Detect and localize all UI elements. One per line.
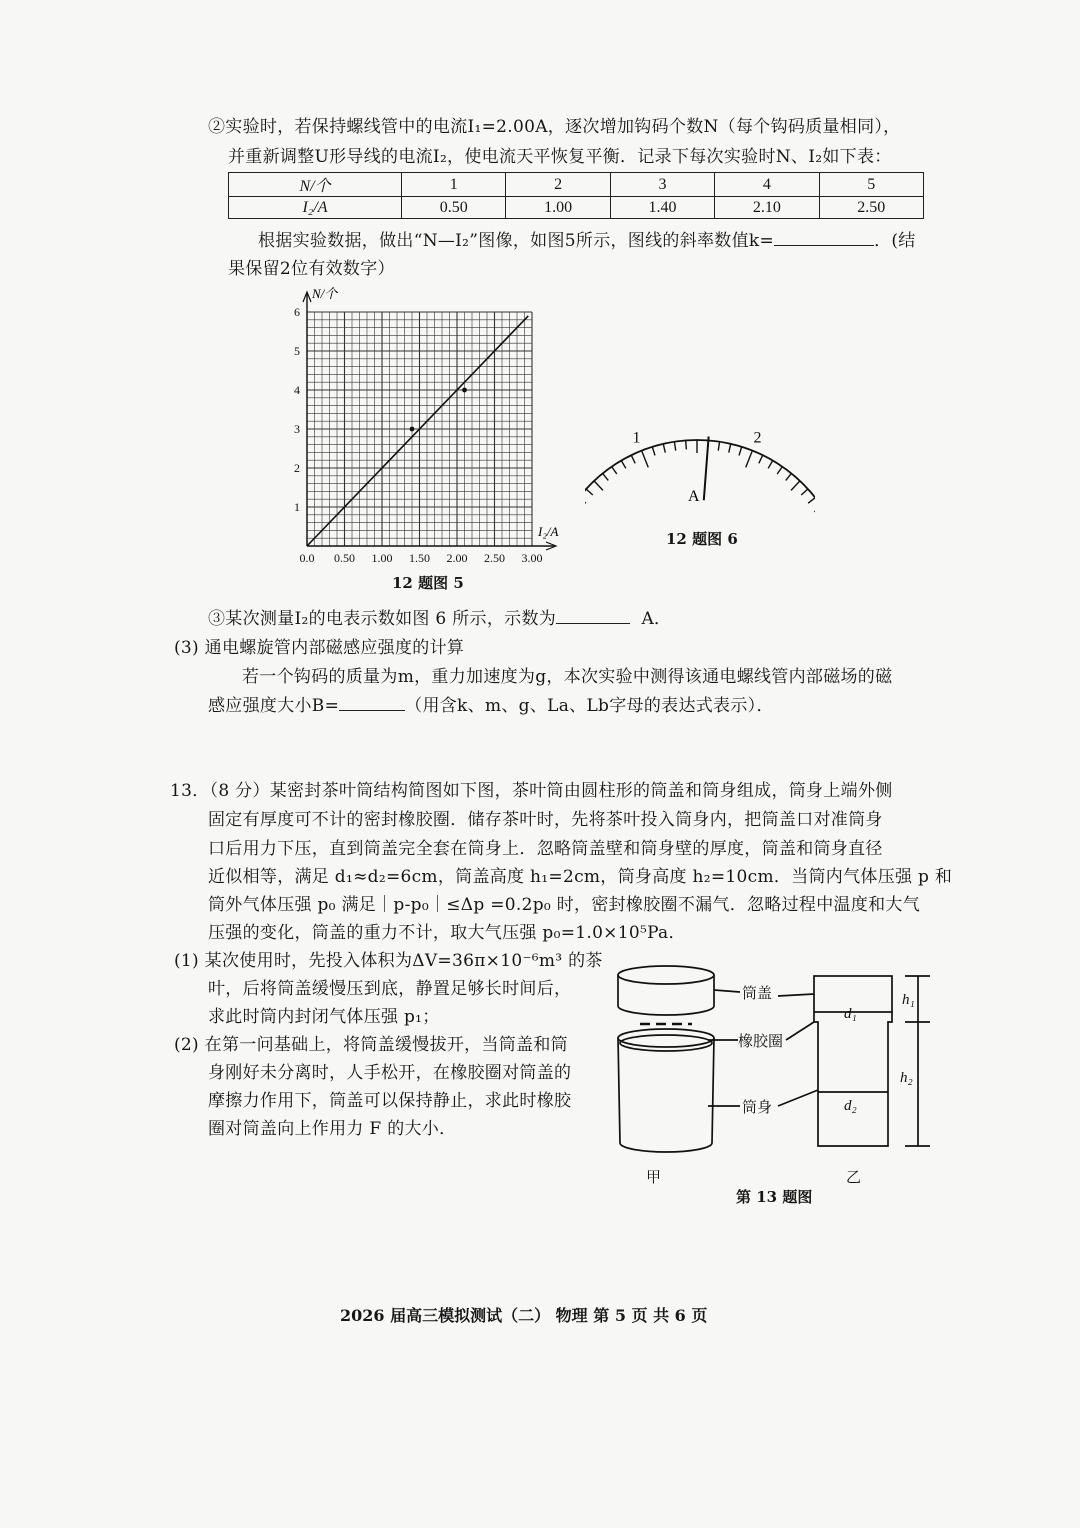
reading-answer-blank[interactable] (556, 609, 630, 624)
label-yi: 乙 (846, 1170, 862, 1186)
figure-6-ammeter (585, 400, 815, 520)
table-cell: 2.50 (819, 197, 923, 219)
table-cell: 3 (610, 173, 714, 197)
slope-text-tail: ．(结 (874, 231, 916, 251)
dial-scale-label: 2 (753, 429, 762, 447)
dial-tick (729, 444, 731, 453)
figure-5-caption: 12 题图 5 (392, 574, 464, 592)
chart-tick-labels (294, 305, 543, 565)
q13-line2: 固定有厚度可不计的密封橡胶圈．储存茶叶时，先将茶叶投入筒身内，把筒盖口对准筒身 (208, 810, 883, 830)
dial-tick (718, 442, 719, 451)
x-tick-label: 0.50 (334, 551, 355, 565)
table-cell: 1.40 (610, 197, 714, 219)
data-point (462, 388, 467, 393)
dial-arc (585, 440, 815, 520)
q13-sub2-line2: 身刚好未分离时，人手松开，在橡胶圈对筒盖的 (208, 1063, 572, 1083)
q12-step3 (208, 604, 671, 629)
y-tick-label: 5 (294, 344, 300, 358)
figure-13-caption: 第 13 题图 (736, 1188, 813, 1206)
data-table (228, 172, 924, 219)
q13-sub1-line1: (1) 某次使用时，先投入体积为ΔV=36π×10⁻⁶m³ 的茶 (174, 951, 603, 971)
dial-tick (603, 473, 609, 480)
dial-ticks (585, 440, 815, 520)
body-drawing (618, 1029, 714, 1152)
x-tick-label: 2.50 (484, 551, 505, 565)
q12-part3-line2 (208, 691, 774, 716)
x-tick-label: 0.0 (299, 551, 315, 565)
dial-tick (777, 467, 782, 474)
table-cell: 5 (819, 173, 923, 197)
y-tick-label: 3 (294, 422, 300, 436)
q13-line4: 近似相等，满足 d₁≈d₂=6cm，筒盖高度 h₁=2cm，筒身高度 h₂=10cm．当筒内气体压强 p 和 (208, 867, 953, 887)
dial-labels (585, 430, 815, 520)
x-tick-label: 1.00 (371, 551, 393, 565)
q13-line6: 压强的变化，筒盖的重力不计，取大气压强 p₀=1.0×10⁵Pa． (208, 923, 686, 943)
label-h2: h₂ (900, 1070, 913, 1086)
x-tick-label: 3.00 (521, 551, 543, 565)
b-answer-blank[interactable] (339, 696, 405, 711)
dial-tick (814, 507, 815, 512)
q13-line3: 口后用力下压，直到筒盖完全套在筒身上．忽略筒盖壁和筒身壁的厚度，筒盖和筒身直径 (208, 839, 883, 859)
dial-tick (663, 444, 665, 453)
q12-slope-line2: 果保留2位有效数字） (228, 259, 395, 279)
q12-step2-line1: ②实验时，若保持螺线管中的电流I₁=2.00A，逐次增加钩码个数N（每个钩码质量相同）， (208, 117, 901, 137)
y-tick-label: 2 (294, 461, 300, 475)
chart-x-label: I₂/A (538, 524, 559, 539)
q13-sub1-line2: 叶，后将筒盖缓慢压到底，静置足够长时间后， (208, 979, 572, 999)
part3-text: 感应强度大小B= (208, 696, 340, 716)
section-drawing (814, 976, 892, 1146)
label-ring: 橡胶圈 (738, 1034, 784, 1050)
figure-5-chart (280, 280, 580, 590)
q13-sub2-line1: (2) 在第一问基础上，将筒盖缓慢拔开，当筒盖和筒 (174, 1035, 568, 1055)
slope-answer-blank[interactable] (774, 231, 874, 246)
dial-tick (791, 481, 800, 490)
table-cell: 1.00 (506, 197, 610, 219)
chart-y-label: N/个 (312, 286, 338, 301)
q12-part3-line1: 若一个钩码的质量为m，重力加速度为g，本次实验中测得该通电螺线管内部磁场的磁 (242, 667, 893, 687)
q12-slope-line1 (258, 226, 916, 251)
label-lid: 筒盖 (742, 986, 773, 1002)
dial-tick (786, 473, 792, 480)
figure-13-tea-canister (600, 958, 950, 1218)
dial-tick (768, 461, 773, 469)
x-tick-label: 1.50 (409, 551, 430, 565)
dial-unit-label: A (688, 488, 700, 505)
table-header-n: N/个 (229, 173, 402, 197)
q13-line1: 13．（8 分）某密封茶叶筒结构简图如下图，茶叶筒由圆柱形的筒盖和筒身组成，筒身上端外侧 (170, 781, 893, 801)
dial-tick (808, 498, 815, 504)
dial-tick (621, 461, 626, 469)
dial-tick (631, 455, 635, 463)
dial-tick (652, 447, 655, 456)
q13-sub2-line3: 摩擦力作用下，筒盖可以保持静止，求此时橡胶 (208, 1091, 572, 1111)
q12-step2-line2: 并重新调整U形导线的电流I₂，使电流天平恢复平衡．记录下每次实验时N、I₂如下表： (228, 147, 892, 167)
table-cell: 2 (506, 173, 610, 197)
step3-unit: A． (641, 609, 672, 629)
slope-text: 根据实验数据，做出“N—I₂”图像，如图5所示，图线的斜率数值k= (258, 231, 775, 251)
label-d1: d₁ (844, 1006, 857, 1022)
page-footer: 2026 届高三模拟测试（二） 物理 第 5 页 共 6 页 (340, 1306, 708, 1325)
table-cell: 4 (715, 173, 819, 197)
lid-drawing (618, 966, 714, 1015)
q13-sub2-line4: 圈对筒盖向上作用力 F 的大小． (208, 1119, 457, 1139)
dial-tick (746, 451, 753, 468)
table-row-n (229, 173, 924, 197)
dial-tick (594, 481, 603, 490)
dial-tick (759, 455, 763, 463)
label-d2: d₂ (844, 1098, 857, 1114)
dial-scale-label: 1 (632, 429, 641, 447)
x-tick-label: 2.00 (446, 551, 468, 565)
dial-needle (704, 436, 709, 500)
dial-tick (739, 447, 742, 456)
y-tick-label: 6 (294, 305, 300, 319)
chart-series-line (307, 316, 528, 546)
part3-tail: （用含k、m、g、La、Lb字母的表达式表示）． (405, 696, 774, 716)
figure-6-caption: 12 题图 6 (666, 530, 738, 548)
dial-tick (585, 498, 586, 504)
dial-tick (674, 442, 675, 451)
y-tick-label: 1 (294, 500, 300, 514)
q12-part3-title: (3) 通电螺旋管内部磁感应强度的计算 (174, 638, 465, 658)
step3-text: ③某次测量I₂的电表示数如图 6 所示，示数为 (208, 609, 557, 629)
label-body: 筒身 (742, 1100, 773, 1116)
q13-sub1-line3: 求此时筒内封闭气体压强 p₁； (208, 1007, 440, 1027)
label-jia: 甲 (646, 1170, 662, 1186)
dial-tick (801, 489, 808, 495)
table-cell: 0.50 (402, 197, 506, 219)
table-cell: 2.10 (715, 197, 819, 219)
table-cell: 1 (402, 173, 506, 197)
dial-tick (612, 467, 617, 474)
label-h1: h₁ (902, 992, 915, 1008)
data-point (410, 427, 415, 432)
y-tick-label: 4 (294, 383, 300, 397)
dial-tick (586, 489, 593, 495)
dial-tick (686, 440, 687, 449)
q13-line5: 筒外气体压强 p₀ 满足｜p-p₀｜≤Δp =0.2p₀ 时，密封橡胶圈不漏气．忽略过程中温度和大气 (208, 895, 921, 915)
dial-tick (642, 451, 649, 468)
table-row-i2 (229, 197, 924, 219)
table-header-i2: I₂/A (229, 197, 402, 219)
